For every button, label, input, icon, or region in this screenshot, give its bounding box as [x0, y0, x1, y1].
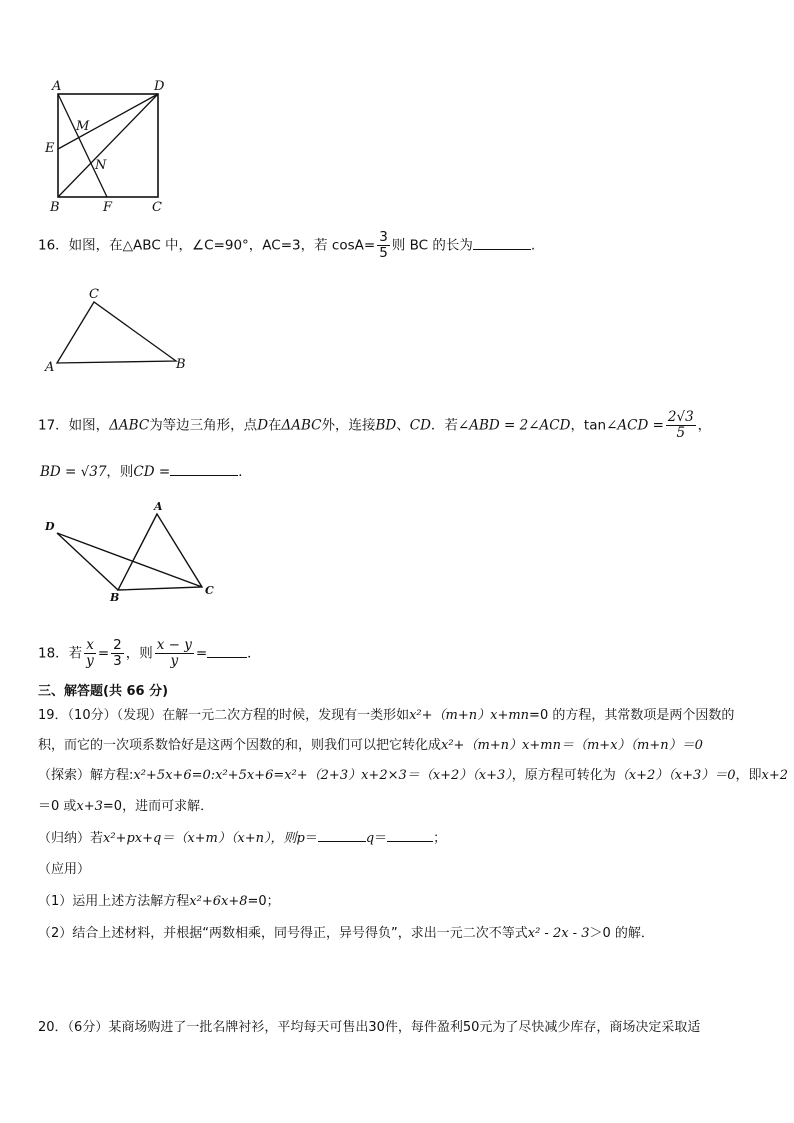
q19-math: x²+px+q [103, 831, 162, 846]
q17-math: BD [375, 417, 397, 434]
q17-text: ．若 [430, 417, 458, 434]
q18-end: ． [247, 645, 261, 662]
q19-text: ＞0 的解． [589, 926, 654, 941]
label-c: C [152, 200, 162, 215]
q19-text: （探索）解方程: [38, 768, 134, 783]
q19-text: 19．（10分）（发现）在解一元二次方程的时候，发现有一类形如 [38, 708, 410, 723]
q17-text: 外，连接 [321, 417, 376, 434]
label-b: B [50, 200, 60, 215]
q19-text: =0 的方程，其常数项是两个因数的 [529, 708, 735, 723]
q19-math: ＝（x+m）（x+n），则 [161, 831, 297, 846]
q17-text: ， [697, 417, 712, 434]
q18-answer-blank[interactable] [207, 657, 247, 658]
q17-frac-num: 2√3 [667, 409, 694, 425]
q18-eq: = [195, 645, 208, 662]
label-d: D [45, 520, 55, 533]
label-a: A [45, 360, 55, 375]
q19-text: （2）结合上述材料，并根据“两数相乘，同号得正，异号得负”，求出一元二次不等式 [38, 926, 528, 941]
q17-math: D [257, 417, 269, 434]
q19-text: ＝ [374, 831, 388, 846]
q19-line-5 [38, 829, 446, 849]
q18-frac-den: y [170, 653, 179, 669]
label-b: B [176, 357, 186, 372]
label-f: F [103, 200, 113, 215]
q17-math: ∠ACD = [606, 417, 664, 434]
q19-text: =0，进而可求解． [102, 799, 214, 814]
q19-line-8 [38, 924, 654, 944]
q17-math: ΔABC [109, 417, 150, 434]
q19-text: （归纳）若 [38, 831, 104, 846]
q19-line-2 [38, 736, 703, 756]
q17-text: 、 [396, 417, 410, 434]
q17-text: ，tan [570, 417, 607, 434]
q19-q-blank[interactable] [387, 841, 433, 842]
q17-math: ΔABC [281, 417, 322, 434]
q19-math: x²+（m+n）x+mn [441, 738, 561, 753]
q19-math: ＝（m+x）（m+n）＝0 [560, 738, 703, 753]
label-c: C [205, 584, 214, 597]
section-heading: 三、解答题(共 66 分) [38, 684, 169, 699]
q17-math: CD [409, 417, 431, 434]
q19-math: x+3 [76, 799, 103, 814]
label-n: N [95, 158, 107, 173]
q19-math: q [365, 831, 375, 846]
q19-text: ＝0 或 [38, 799, 77, 814]
q19-line-4 [38, 797, 213, 817]
q17-text: 17．如图， [38, 417, 110, 434]
q18-frac-num: x [86, 637, 94, 653]
q17-math: BD = √37 [40, 464, 107, 480]
q19-text: =0； [247, 894, 280, 909]
q18-fraction-xmy-y [155, 638, 194, 669]
q17-math: CD = [133, 464, 171, 480]
question-18 [38, 638, 261, 669]
q17-text: 在 [268, 417, 282, 434]
q16-end: . [530, 237, 536, 254]
label-m: M [76, 119, 90, 134]
label-d: D [154, 79, 165, 94]
q19-math: x+2 [761, 768, 789, 783]
q19-text: 积，而它的一次项系数恰好是这两个因数的和，则我们可以把它转化成 [38, 738, 442, 753]
q19-text: ＝ [304, 831, 318, 846]
q17-text: 为等边三角形，点 [149, 417, 258, 434]
q19-text: ，即 [735, 768, 762, 783]
q17-math: ∠ABD = 2∠ACD [457, 417, 571, 434]
q16-frac-num: 3 [379, 229, 388, 245]
q19-text: ； [433, 831, 447, 846]
q19-math: p [296, 831, 305, 846]
q17-frac-den: 5 [676, 425, 686, 441]
q19-line-3 [38, 766, 788, 786]
label-a: A [154, 500, 163, 513]
q19-math: x²+（m+n）x+mn [409, 708, 530, 723]
label-a: A [52, 79, 62, 94]
q19-math: x²+6x+8 [189, 894, 248, 909]
q18-fraction-2-3 [111, 638, 124, 669]
q19-math: x²+5x+6=0:x²+5x+6=x²+（2+3）x+2×3＝（x+2）（x+3） [133, 768, 512, 783]
q19-p-blank[interactable] [318, 841, 366, 842]
label-e: E [45, 141, 55, 156]
q16-text2: 则 BC 的长为 [391, 237, 473, 254]
q17-text: ，则 [106, 464, 134, 480]
q19-text: ，原方程可转化为 [511, 768, 616, 783]
q19-line-6: （应用） [38, 862, 91, 877]
q18-frac-num: x − y [156, 637, 192, 653]
q19-line-7 [38, 892, 280, 912]
q16-frac-den: 5 [379, 245, 388, 261]
label-c: C [89, 287, 99, 302]
q16-text: 16．如图，在△ABC 中，∠C=90°，AC=3，若 cosA= [38, 237, 376, 254]
q18-frac-den: y [86, 653, 94, 669]
question-20: 20．（6分）某商场购进了一批名牌衬衫，平均每天可售出30件，每件盈利50元为了尽快减少库存，商场决定采取适 [38, 1020, 701, 1035]
q18-frac-num: 2 [113, 637, 122, 653]
q18-text: ，则 [125, 645, 153, 662]
q18-frac-den: 3 [113, 653, 122, 669]
q19-math: x² - 2x - 3 [527, 926, 590, 941]
q18-text: 18．若 [38, 645, 83, 662]
label-b: B [110, 591, 120, 604]
q19-line-1 [38, 706, 734, 726]
q18-fraction-x-y [84, 638, 96, 669]
q19-text: （1）运用上述方法解方程 [38, 894, 190, 909]
q19-math: （x+2）（x+3）＝0 [615, 768, 736, 783]
q17-text: ． [238, 464, 252, 480]
q18-eq: = [97, 645, 110, 662]
